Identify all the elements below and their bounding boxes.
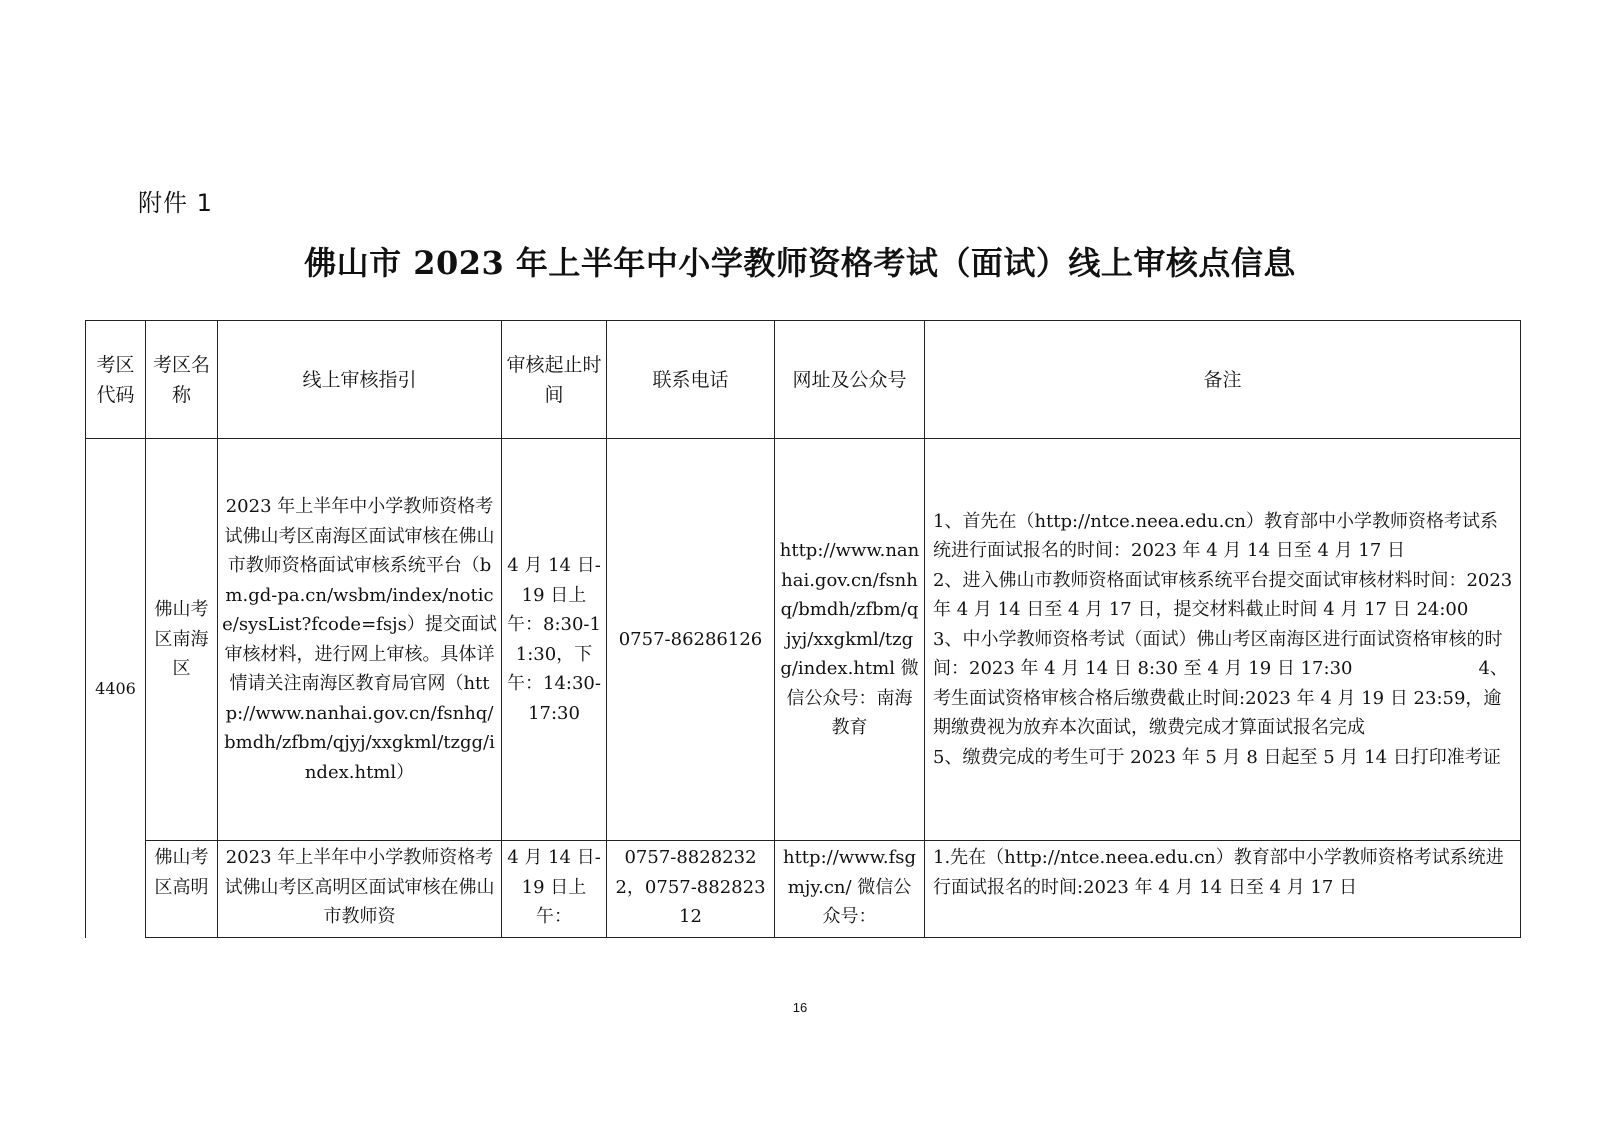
remarks-cell (925, 439, 1577, 841)
table-row (86, 439, 1521, 841)
attachment-label: 附件 1 (138, 189, 213, 217)
remark-item: 1.先在（http://ntce.neea.edu.cn）教育部中小学教师资格考试系统进行面试报名的时间:2023 年 4 月 14 日至 4 月 17 日 (933, 847, 1504, 898)
review-info-table (85, 320, 1577, 938)
header-code: 考区代码 (86, 321, 146, 439)
district-name: 佛山考区高明 (146, 841, 218, 938)
review-guide: 2023 年上半年中小学教师资格考试佛山考区南海区面试审核在佛山市教师资格面试审核系统平台（bm.gd-pa.cn/wsbm/index/notice/sysList?fcode=fsjs）提交面试审核材料，进行网上审核。具体详情请关注南海区教育局官网（http://www.nanhai.gov.cn/fsnhq/bmdh/zfbm/qjyj/xxgkml/tzgg/index.html） (218, 439, 502, 841)
district-name: 佛山考区南海区 (146, 439, 218, 841)
website-account: http://www.fsgmjy.cn/ 微信公众号： (775, 841, 925, 938)
table-row (86, 841, 1521, 938)
header-website: 网址及公众号 (775, 321, 925, 439)
remark-item: 1、首先在（http://ntce.neea.edu.cn）教育部中小学教师资格考试系统进行面试报名的时间：2023 年 4 月 14 日至 4 月 17 日 (933, 510, 1499, 562)
header-guide: 线上审核指引 (218, 321, 502, 439)
district-code: 4406 (86, 439, 146, 938)
remark-item: 2、进入佛山市教师资格面试审核系统平台提交面试审核材料时间：2023 年 4 月 14 日至 4 月 17 日，提交材料截止时间 4 月 17 日 24:00 3、中小学教师资格考试（面试）佛山考区南海区进行面试资格审核的时间：2023 年 4 月 14 日 8:30 至 4 月 19 日 17:30 4、考生面试资格审核合格后缴费截止时间:2023 年 4 月 19 日 23:59，逾期缴费视为放弃本次面试，缴费完成才算面试报名完成 (933, 569, 1577, 739)
header-name: 考区名称 (146, 321, 218, 439)
review-guide: 2023 年上半年中小学教师资格考试佛山考区高明区面试审核在佛山市教师资 (218, 841, 502, 938)
website-account: http://www.nanhai.gov.cn/fsnhq/bmdh/zfbm/qjyj/xxgkml/tzgg/index.html 微信公众号：南海教育 (775, 439, 925, 841)
header-remarks: 备注 (925, 321, 1521, 439)
review-time: 4 月 14 日-19 日上午：8:30-11:30，下午：14:30-17:30 (502, 439, 607, 841)
header-time: 审核起止时间 (502, 321, 607, 439)
remarks-cell (925, 841, 1521, 938)
contact-phone: 0757-86286126 (607, 439, 775, 841)
page-number: 16 (792, 1000, 808, 1015)
page-title: 佛山市 2023 年上半年中小学教师资格考试（面试）线上审核点信息 (304, 244, 1296, 282)
table-header-row (86, 321, 1521, 439)
remark-item: 5、缴费完成的考生可于 2023 年 5 月 8 日起至 5 月 14 日打印准考证 (933, 746, 1501, 768)
review-time: 4 月 14 日-19 日上午： (502, 841, 607, 938)
contact-phone: 0757-88282322，0757-88282312 (607, 841, 775, 938)
header-phone: 联系电话 (607, 321, 775, 439)
